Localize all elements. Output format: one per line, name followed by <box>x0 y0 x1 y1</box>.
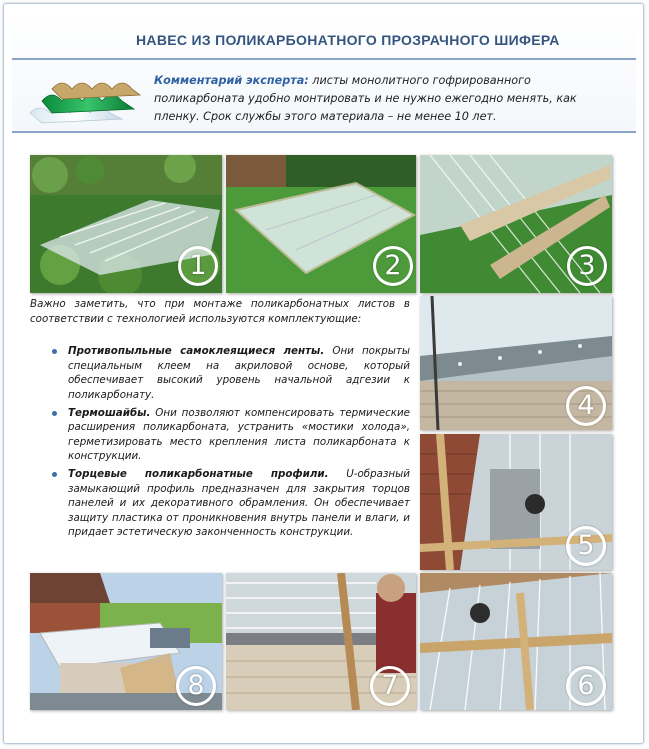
components-list <box>30 344 410 540</box>
list-item <box>68 344 410 402</box>
photo-number: 8 <box>176 666 216 706</box>
list-item-desc: U-образный замыкающий профиль предназначен для закрытия торцов панелей и их декоративного обрамления. Он обеспечивает защиту пластика от проникновения внутрь панели и влаги, и придает эстетическую законченность конструкции. <box>68 467 410 539</box>
photo-4 <box>420 296 612 430</box>
page-title: НАВЕС ИЗ ПОЛИКАРБОНАТНОГО ПРОЗРАЧНОГО ШИФЕРА <box>136 32 560 48</box>
photo-3 <box>420 155 612 293</box>
photo-5 <box>420 434 612 570</box>
photo-2 <box>226 155 416 293</box>
photo-1 <box>30 155 222 293</box>
list-item-term: Противопыльные самоклеящиеся ленты. <box>68 345 325 358</box>
intro-paragraph: Важно заметить, что при монтаже поликарбонатных листов в соответствии с технологией используются комплектующие: <box>30 298 410 325</box>
photo-number: 5 <box>566 526 606 566</box>
body-text <box>30 297 410 543</box>
photo-number: 3 <box>567 246 607 286</box>
list-item-term: Термошайбы. <box>68 406 151 419</box>
list-item <box>68 406 410 464</box>
photo-8 <box>30 573 222 710</box>
photo-number: 1 <box>178 246 218 286</box>
comment-label: Комментарий эксперта: <box>154 74 309 87</box>
photo-7 <box>226 573 416 710</box>
list-item <box>68 467 410 540</box>
title-divider <box>12 58 636 60</box>
header-divider <box>12 131 636 133</box>
list-item-desc: Они покрыты специальным клеем на акриловой основе, который обеспечивает высокий уровень начальной адгезии к поликарбонату. <box>68 345 410 401</box>
comment-text: листы монолитного гофрированного поликарбоната удобно монтировать и не нужно ежегодно менять, как пленку. Срок службы этого материала – не менее 10 лет. <box>154 74 577 123</box>
photo-6 <box>420 573 612 710</box>
polycarbonate-sheets-icon <box>22 63 142 125</box>
photo-number: 7 <box>370 666 410 706</box>
photo-number: 6 <box>566 666 606 706</box>
expert-comment <box>154 72 609 126</box>
list-item-desc: Они позволяют компенсировать термические расширения поликарбоната, устранить «мостики холода», герметизировать место крепления листа поликарбоната к конструкции. <box>68 406 410 463</box>
photo-number: 2 <box>373 246 413 286</box>
list-item-term: Торцевые поликарбонатные профили. <box>68 467 329 480</box>
photo-number: 4 <box>566 386 606 426</box>
